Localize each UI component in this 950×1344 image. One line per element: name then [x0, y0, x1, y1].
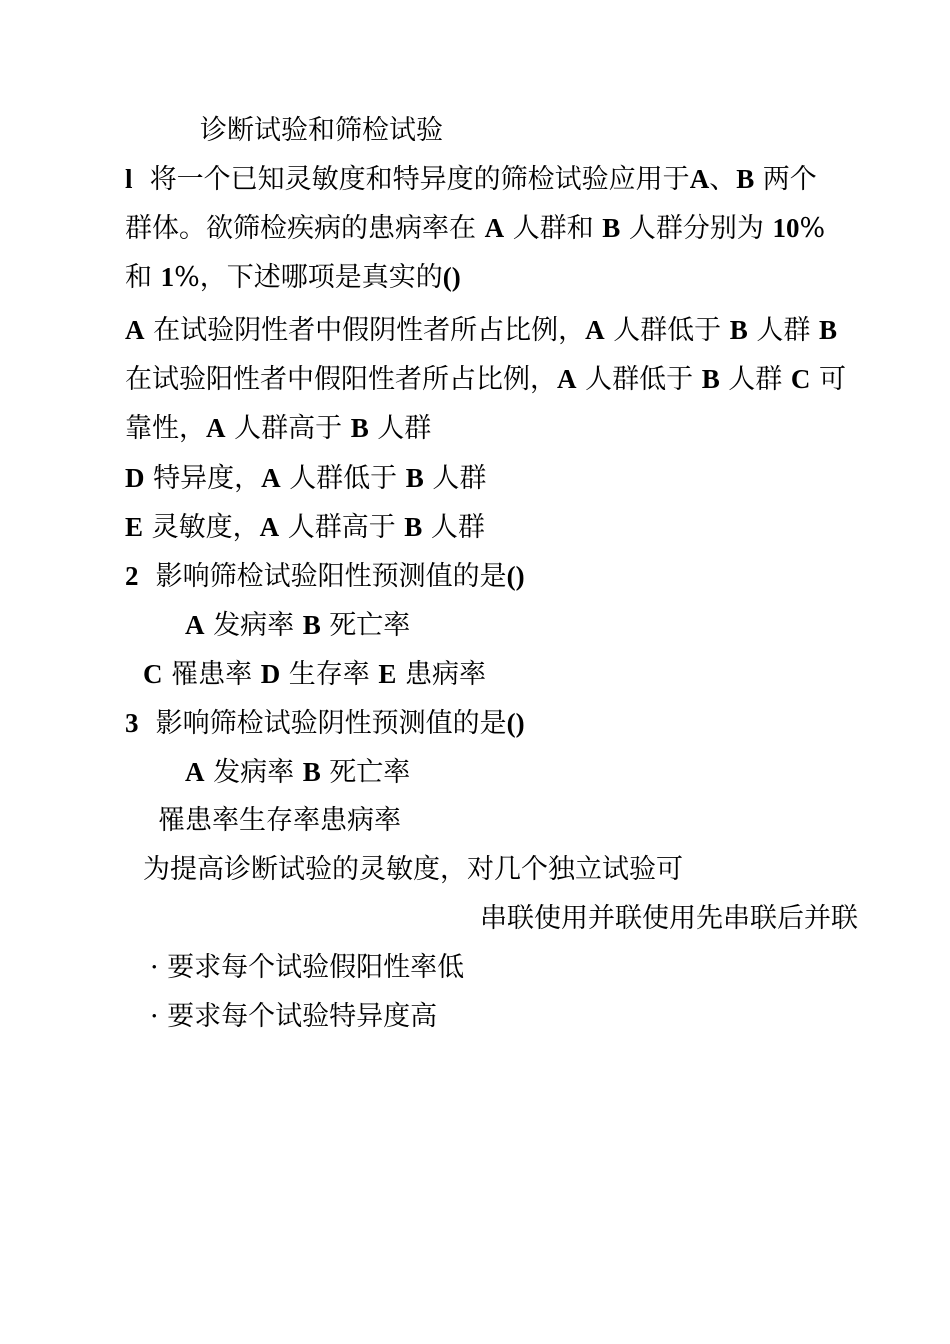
q1-option-b: 在试验阳性者中假阳性者所占比例，A 人群低于 B 人群 C 可 [125, 364, 846, 395]
q4-stem: 为提高诊断试验的灵敏度，对几个独立试验可 [143, 854, 683, 885]
q3-stem: 3 影响筛检试验阴性预测值的是() [125, 708, 525, 739]
q2-options-ab: A 发病率 B 死亡率 [185, 610, 411, 641]
document-title: 诊断试验和筛检试验 [200, 115, 443, 146]
q1-line-2: 群体。欲筛检疾病的患病率在 A 人群和 B 人群分别为 10% [125, 213, 826, 244]
q3-options-ab: A 发病率 B 死亡率 [185, 757, 411, 788]
q1-option-a: A 在试验阴性者中假阴性者所占比例，A 人群低于 B 人群 B [125, 315, 837, 346]
q3-options-cde: 罹患率生存率患病率 [158, 805, 401, 836]
q2-stem: 2 影响筛检试验阳性预测值的是() [125, 561, 525, 592]
q1-line-3: 和 1%，下述哪项是真实的() [125, 262, 461, 293]
q4-options: 串联使用并联使用先串联后并联 [480, 903, 858, 934]
q4-bullet-2: · 要求每个试验特异度高 [150, 1001, 438, 1032]
q1-line-1: l 将一个已知灵敏度和特异度的筛检试验应用于A、B 两个 [125, 164, 817, 195]
q1-option-c: 靠性，A 人群高于 B 人群 [125, 413, 432, 444]
q1-option-d: D 特异度，A 人群低于 B 人群 [125, 463, 487, 494]
q2-options-cde: C 罹患率 D 生存率 E 患病率 [143, 659, 486, 690]
q1-option-e: E 灵敏度，A 人群高于 B 人群 [125, 512, 485, 543]
q4-bullet-1: · 要求每个试验假阳性率低 [150, 952, 465, 983]
